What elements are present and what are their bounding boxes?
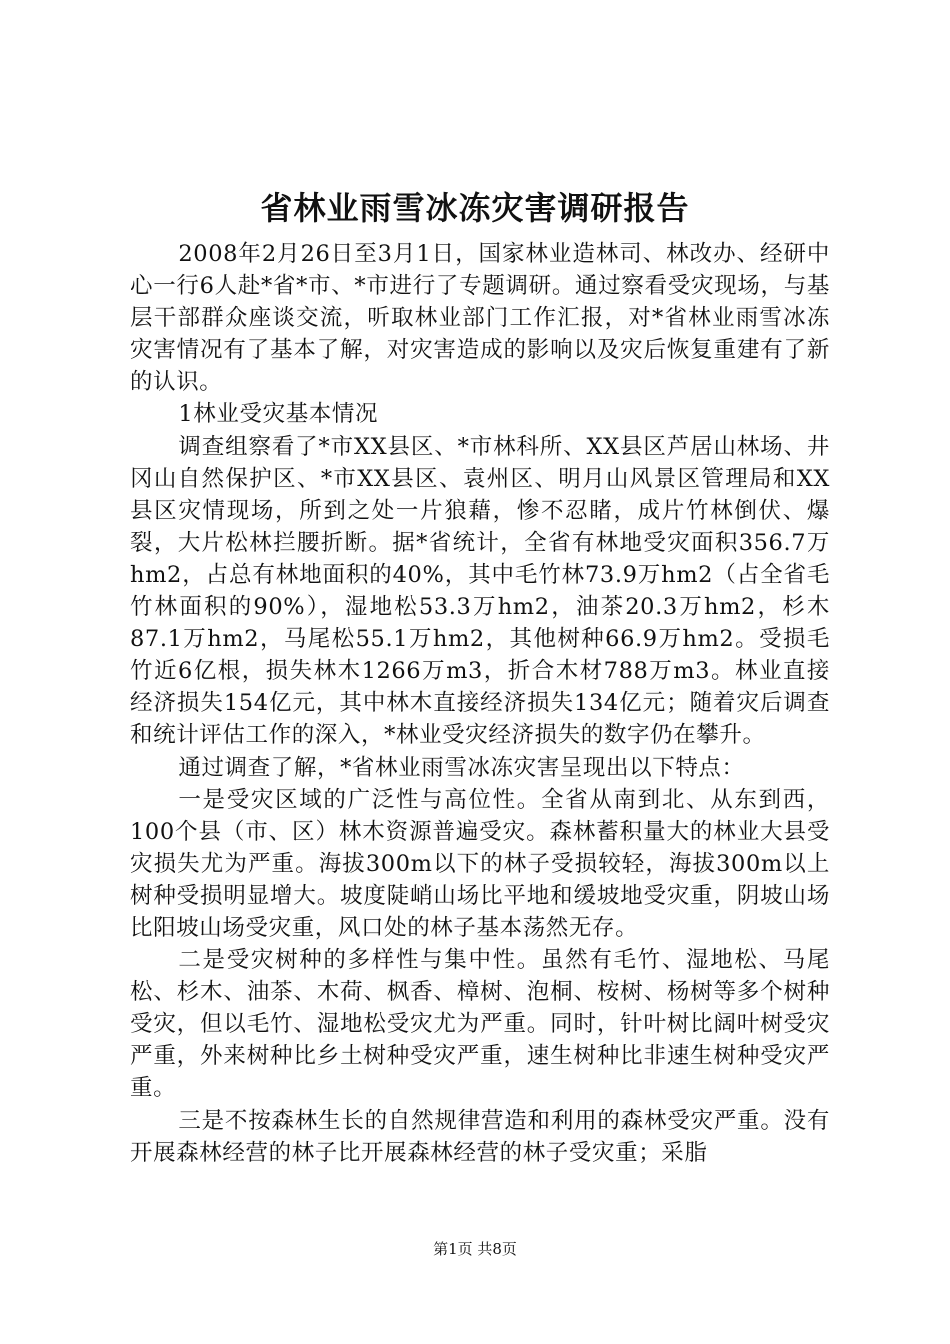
- document-body: [130, 238, 830, 1169]
- section-heading: 1林业受灾基本情况: [178, 401, 379, 428]
- survey-paragraph: 调查组察看了*市XX县区、*市林科所、XX县区芦居山林场、井冈山自然保护区、*市XX县区、袁州区、明月山风景区管理局和XX县区灾情现场，所到之处一片狼藉，惨不忍睹，成片竹林倒伏、爆裂，大片松林拦腰折断。据*省统计，全省有林地受灾面积356.7万hm2，占总有林地面积的40%，其中毛竹林73.9万hm2（占全省毛竹林面积的90%），湿地松53.3万hm2，油茶20.3万hm2，杉木87.1万hm2，马尾松55.1万hm2，其他树种66.9万hm2。受损毛竹近6亿根，损失林木1266万m3，折合木材788万m3。林业直接经济损失154亿元，其中林木直接经济损失134亿元；随着灾后调查和统计评估工作的深入，*林业受灾经济损失的数字仍在攀升。: [130, 433, 830, 749]
- feature-one-paragraph: 一是受灾区域的广泛性与高位性。全省从南到北、从东到西，100个县（市、区）林木资源普遍受灾。森林蓄积量大的林业大县受灾损失尤为严重。海拔300m以下的林子受损较轻，海拔300m以上树种受损明显增大。坡度陡峭山场比平地和缓坡地受灾重，阴坡山场比阳坡山场受灾重，风口处的林子基本荡然无存。: [130, 786, 830, 941]
- feature-three-paragraph: 三是不按森林生长的自然规律营造和利用的森林受灾严重。没有开展森林经营的林子比开展森林经营的林子受灾重；采脂: [130, 1107, 830, 1166]
- intro-paragraph: 2008年2月26日至3月1日，国家林业造林司、林改办、经研中心一行6人赴*省*市、*市进行了专题调研。通过察看受灾现场，与基层干部群众座谈交流，听取林业部门工作汇报，对*省林业雨雪冰冻灾害情况有了基本了解，对灾害造成的影响以及灾后恢复重建有了新的认识。: [130, 241, 830, 396]
- document-title: 省林业雨雪冰冻灾害调研报告: [260, 189, 690, 227]
- page-footer: 第1页 共8页: [433, 1240, 517, 1258]
- features-intro-paragraph: 通过调查了解，*省林业雨雪冰冻灾害呈现出以下特点：: [178, 754, 745, 781]
- feature-two-paragraph: 二是受灾树种的多样性与集中性。虽然有毛竹、湿地松、马尾松、杉木、油茶、木荷、枫香、樟树、泡桐、桉树、杨树等多个树种受灾，但以毛竹、湿地松受灾尤为严重。同时，针叶树比阔叶树受灾严重，外来树种比乡土树种受灾严重，速生树种比非速生树种受灾严重。: [130, 947, 830, 1102]
